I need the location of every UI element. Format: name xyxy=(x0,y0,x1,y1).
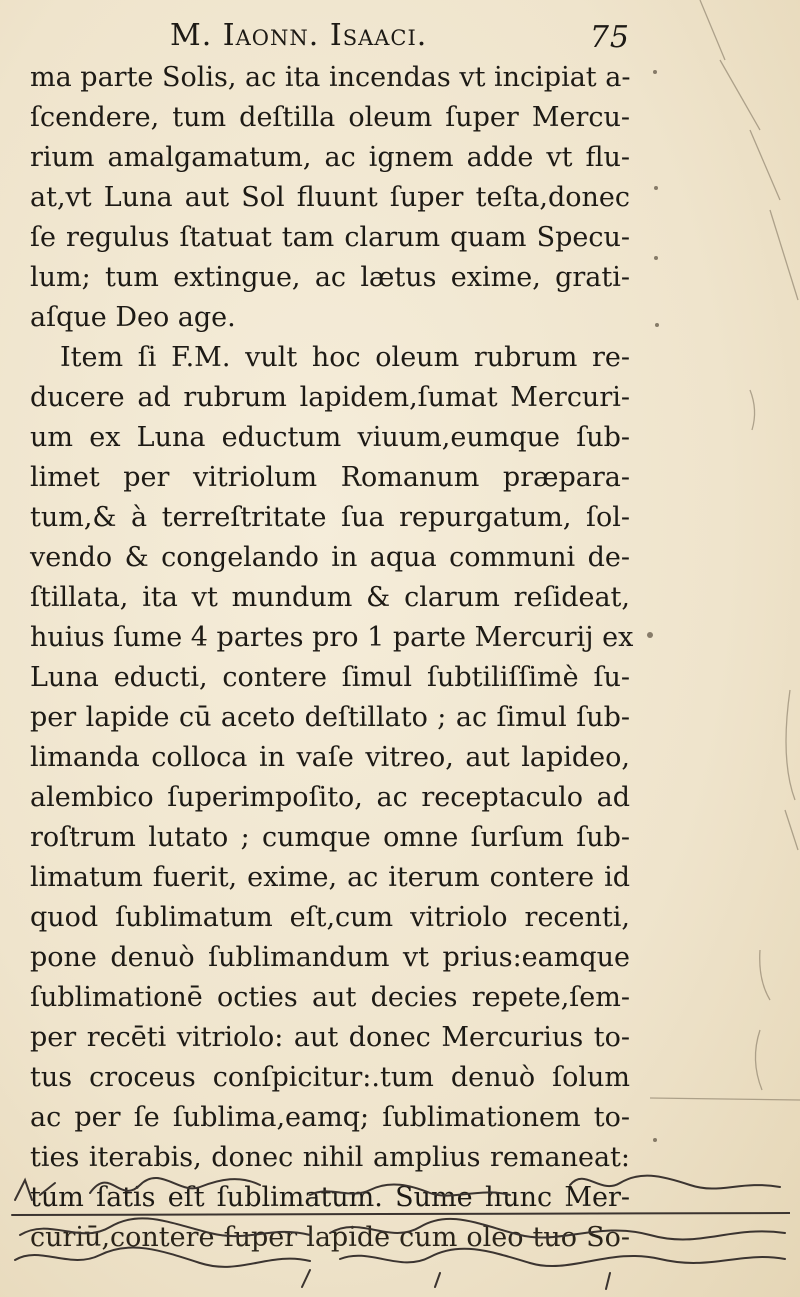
text-line: limatum fuerit, exime, ac iterum contere id xyxy=(30,862,630,893)
text-line: um ex Luna eductum viuum,eumque ſub- xyxy=(30,422,630,453)
text-line: ſcendere, tum deſtilla oleum ſuper Mercu- xyxy=(30,102,630,133)
body-text xyxy=(30,58,634,1258)
text-line: ducere ad rubrum lapidem,ſumat Mercuri- xyxy=(30,382,630,413)
text-line: Luna educti, contere ſimul ſubtiliſſimè ſu- xyxy=(30,662,630,693)
text-line: per lapide cū aceto deſtillato ; ac ſimul ſub- xyxy=(30,702,630,733)
text-line: ſe regulus ſtatuat tam clarum quam Specu- xyxy=(30,222,630,253)
text-line: tum,& à terreſtritate ſua repurgatum, ſol- xyxy=(30,502,630,533)
text-line: tum ſatis eſt ſublimatum. Sume hunc Mer- xyxy=(30,1182,630,1213)
text-line: roſtrum lutato ; cumque omne ſurſum ſub- xyxy=(30,822,630,853)
text-line: huius ſume 4 partes pro 1 parte Mercurij ex xyxy=(30,622,634,653)
text-line: pone denuò ſublimandum vt prius:eamque xyxy=(30,942,630,973)
paragraph-first-line: Item ſi F.M. vult hoc oleum rubrum re- xyxy=(60,342,630,373)
show-through-marks xyxy=(630,0,800,1297)
text-line: limet per vitriolum Romanum præpara- xyxy=(30,462,630,493)
text-line: vendo & congelando in aqua communi de- xyxy=(30,542,630,573)
text-line: at,vt Luna aut Sol fluunt ſuper teſta,donec xyxy=(30,182,630,213)
text-line: tus croceus conſpicitur:.tum denuò ſolum xyxy=(30,1062,630,1093)
text-line: ac per ſe ſublima,eamq; ſublimationem to- xyxy=(30,1102,630,1133)
page-number: 75 xyxy=(589,20,630,55)
text-line: limanda colloca in vaſe vitreo, aut lapideo, xyxy=(30,742,630,773)
text-line: ma parte Solis, ac ita incendas vt incipiat a- xyxy=(30,62,631,93)
text-line: ſublimationē octies aut decies repete,ſem- xyxy=(30,982,630,1013)
text-line: aſque Deo age. xyxy=(30,302,236,333)
text-line: per recēti vitriolo: aut donec Mercurius to- xyxy=(30,1022,630,1053)
running-head xyxy=(170,18,630,58)
text-line: lum; tum extingue, ac lætus exime, grati- xyxy=(30,262,630,293)
text-line: rium amalgamatum, ac ignem adde vt flu- xyxy=(30,142,630,173)
handwritten-annotation xyxy=(10,1155,790,1290)
text-line: ties iterabis, donec nihil amplius remaneat: xyxy=(30,1142,630,1173)
text-line: ſtillata, ita vt mundum & clarum reſideat, xyxy=(30,582,630,613)
text-line: curiū,contere ſuper lapide cum oleo tuo So- xyxy=(30,1222,630,1253)
text-line: alembico ſuperimpoſito, ac receptaculo ad xyxy=(30,782,630,813)
running-title: M. Iaonn. Isaaci. xyxy=(170,18,428,53)
text-line: quod ſublimatum eſt,cum vitriolo recenti, xyxy=(30,902,630,933)
